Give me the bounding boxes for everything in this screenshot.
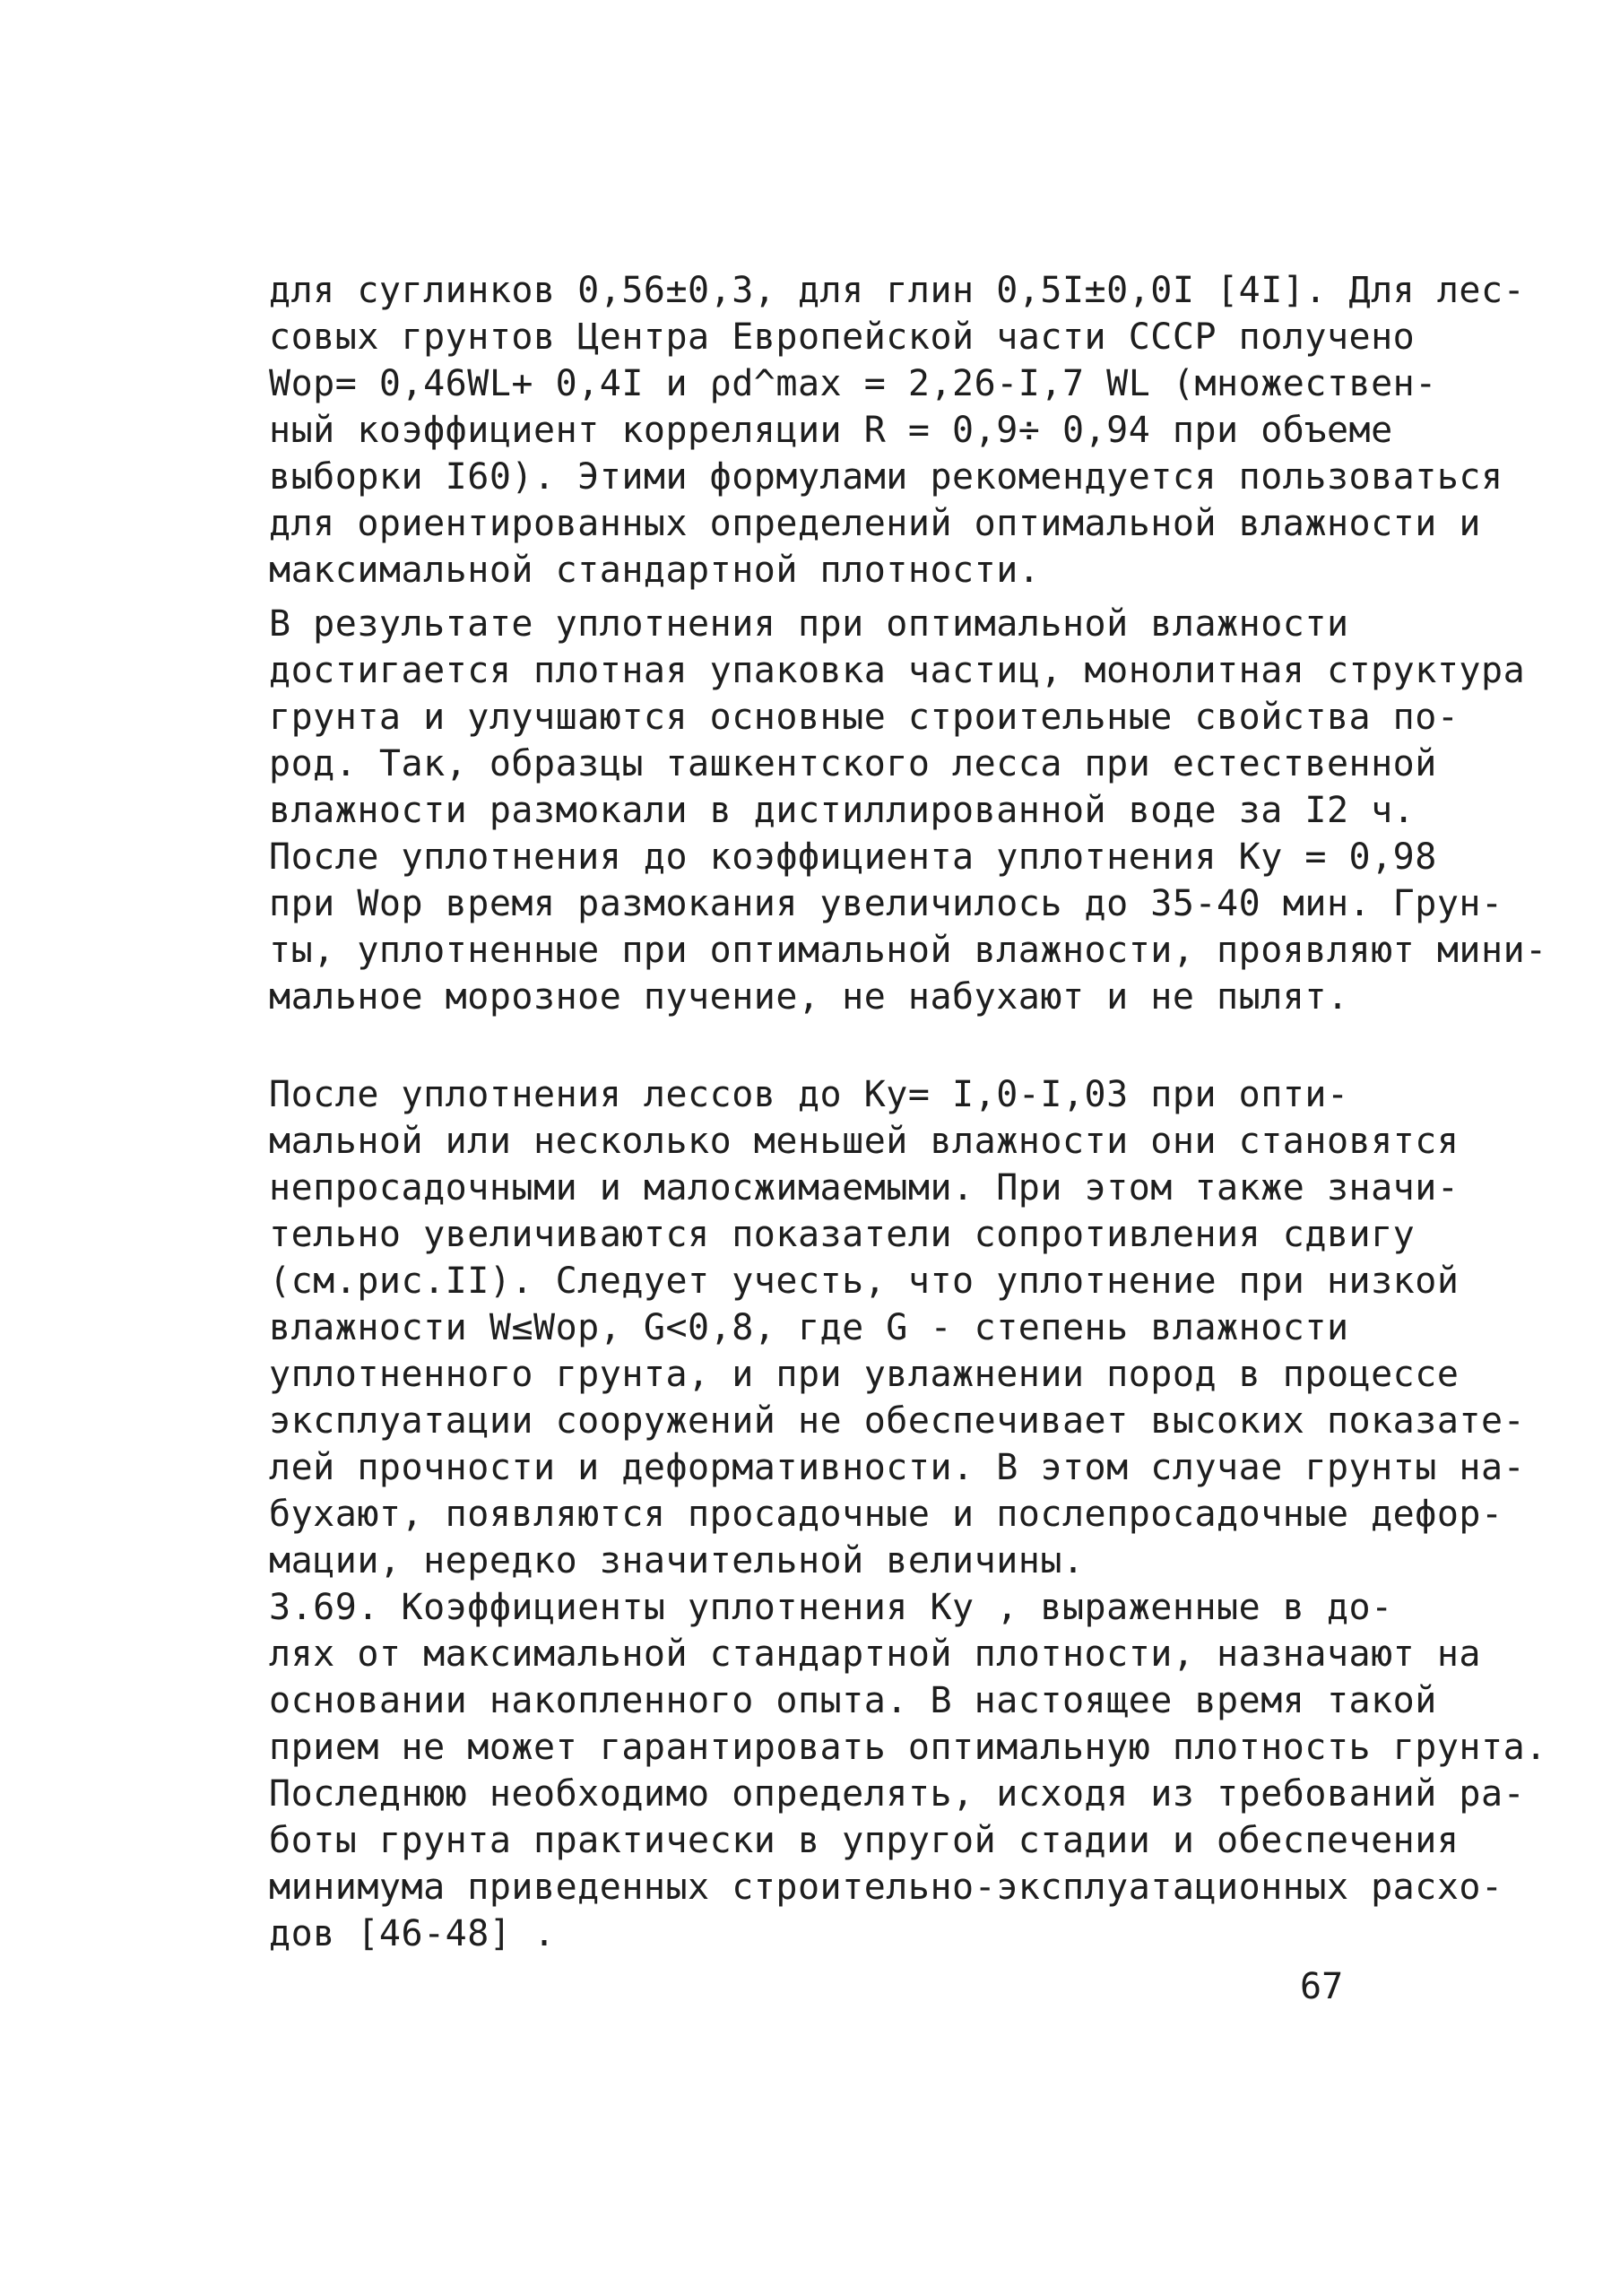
text-line: мации, нередко значительной величины. [269, 1540, 1085, 1581]
text-line: бухают, появляются просадочные и послепросадочные дефор- [269, 1494, 1503, 1535]
paragraph-4 [269, 1584, 1547, 1957]
text-line: После уплотнения лессов до Ky= I,0-I,03 при опти- [269, 1074, 1349, 1115]
text-line: выборки I60). Этими формулами рекомендуется пользоваться [269, 456, 1503, 498]
paragraph-2 [269, 601, 1547, 1020]
text-line: 3.69. Коэффициенты уплотнения Ky , выраженные в до- [269, 1587, 1393, 1628]
text-line: Wop= 0,46WL+ 0,4I и ρd^max = 2,26-I,7 WL (множествен- [269, 363, 1437, 404]
text-line: влажности W≤Wop, G<0,8, где G - степень влажности [269, 1307, 1349, 1348]
text-line: непросадочными и малосжимаемыми. При этом также значи- [269, 1167, 1460, 1209]
text-line: максимальной стандартной плотности. [269, 550, 1041, 591]
text-line: совых грунтов Центра Европейской части СССР получено [269, 316, 1416, 358]
text-line: Последнюю необходимо определять, исходя из требований ра- [269, 1773, 1526, 1815]
text-line: основании накопленного опыта. В настоящее время такой [269, 1680, 1437, 1721]
text-line: После уплотнения до коэффициента уплотнения Ky = 0,98 [269, 836, 1437, 878]
text-line: тельно увеличиваются показатели сопротивления сдвигу [269, 1214, 1416, 1255]
text-line: В результате уплотнения при оптимальной влажности [269, 603, 1349, 645]
text-line: для суглинков 0,56±0,3, для глин 0,5I±0,0I [4I]. Для лес- [269, 270, 1526, 311]
text-line: грунта и улучшаются основные строительные свойства по- [269, 697, 1460, 738]
text-line: мальной или несколько меньшей влажности они становятся [269, 1121, 1460, 1162]
text-line: влажности размокали в дистиллированной воде за I2 ч. [269, 790, 1416, 831]
page-number: 67 [1300, 1966, 1344, 2007]
text-line: при Wop время размокания увеличилось до 35-40 мин. Грун- [269, 883, 1503, 924]
text-line: для ориентированных определений оптимальной влажности и [269, 503, 1482, 544]
text-line: уплотненного грунта, и при увлажнении пород в процессе [269, 1354, 1460, 1395]
paragraph-3 [269, 1071, 1526, 1584]
text-line: лей прочности и деформативности. В этом случае грунты на- [269, 1447, 1526, 1488]
text-line: лях от максимальной стандартной плотности, назначают на [269, 1633, 1482, 1675]
text-line: (см.рис.II). Следует учесть, что уплотнение при низкой [269, 1261, 1460, 1302]
text-line: мальное морозное пучение, не набухают и не пылят. [269, 976, 1349, 1018]
text-line: боты грунта практически в упругой стадии и обеспечения [269, 1820, 1460, 1861]
text-line: эксплуатации сооружений не обеспечивает высоких показате- [269, 1400, 1526, 1442]
text-line: дов [46-48] . [269, 1913, 556, 1954]
text-line: ный коэффициент корреляции R = 0,9÷ 0,94 при объеме [269, 410, 1393, 451]
text-line: минимума приведенных строительно-эксплуатационных расхо- [269, 1867, 1503, 1908]
text-line: достигается плотная упаковка частиц, монолитная структура [269, 650, 1526, 691]
text-line: род. Так, образцы ташкентского лесса при естественной [269, 743, 1437, 784]
text-line: прием не может гарантировать оптимальную плотность грунта. [269, 1727, 1547, 1768]
text-line: ты, уплотненные при оптимальной влажности, проявляют мини- [269, 930, 1547, 971]
paragraph-1 [269, 267, 1526, 593]
